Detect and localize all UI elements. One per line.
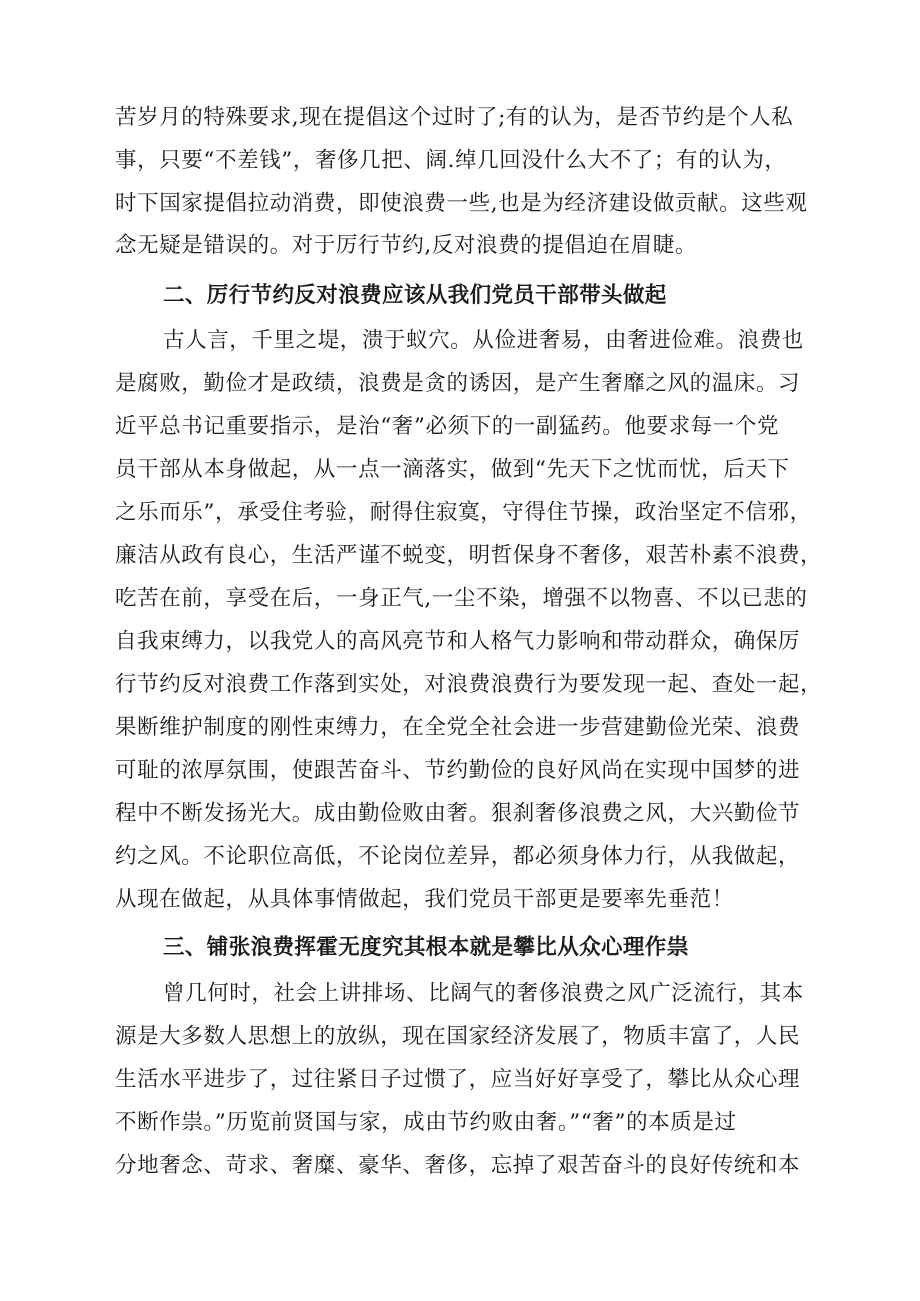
paragraph-line: 廉洁从政有良心，生活严谨不蜕变，明哲保身不奢侈，艰苦朴素不浪费，	[115, 543, 823, 568]
paragraph-line: 可耻的浓厚氛围，使跟苦奋斗、节约勤俭的良好风尚在实现中国梦的进	[115, 758, 801, 783]
paragraph-line: 行节约反对浪费工作落到实处，对浪费浪费行为要发现一起、查处一起，	[115, 672, 823, 697]
paragraph-line: 不断作祟。”历览前贤国与家，成由节约败由奢。”“奢”的本质是过	[115, 1110, 737, 1135]
paragraph-line: 是腐败，勤俭才是政绩，浪费是贪的诱因，是产生奢靡之风的温床。习	[115, 371, 801, 396]
paragraph-line: 自我束缚力，以我党人的高风亮节和人格气力影响和带动群众，确保厉	[115, 629, 801, 654]
paragraph-line: 吃苦在前，享受在后，一身正气,一尘不染，增强不以物喜、不以已悲的	[115, 586, 808, 611]
paragraph-line: 之乐而乐”，承受住考验，耐得住寂寞，守得住节操，政治坚定不信邪，	[115, 500, 812, 525]
paragraph-line: 古人言，千里之堤，溃于蚁穴。从俭进奢易，由奢进俭难。浪费也	[163, 328, 804, 353]
paragraph-line: 员干部从本身做起，从一点一滴落实，做到“先天下之忧而忧，后天下	[115, 457, 790, 482]
paragraph-line: 程中不断发扬光大。成由勤俭败由奢。狠刹奢侈浪费之风，大兴勤俭节	[115, 801, 801, 826]
paragraph-line: 念无疑是错误的。对于厉行节约,反对浪费的提倡迫在眉睫。	[115, 233, 698, 258]
paragraph-line: 果断维护制度的刚性束缚力，在全党全社会进一步营建勤俭光荣、浪费	[115, 715, 801, 740]
paragraph-line: 约之风。不论职位高低，不论岗位差异，都必须身体力行，从我做起，	[115, 844, 801, 869]
paragraph-line: 生活水平进步了，过往紧日子过惯了，应当好好享受了，攀比从众心理	[115, 1067, 801, 1092]
paragraph-line: 从现在做起，从具体事情做起，我们党员干部更是要率先垂范！	[115, 887, 734, 912]
section-heading: 二、厉行节约反对浪费应该从我们党员干部带头做起	[163, 283, 667, 308]
paragraph-line: 源是大多数人思想上的放纵，现在国家经济发展了，物质丰富了，人民	[115, 1024, 801, 1049]
paragraph-line: 曾几何时，社会上讲排场、比阔气的奢侈浪费之风广泛流行，其本	[163, 981, 804, 1006]
paragraph-line: 近平总书记重要指示，是治“奢”必须下的一副猛药。他要求每一个党	[115, 414, 780, 439]
section-heading: 三、铺张浪费挥霍无度究其根本就是攀比从众心理作祟	[163, 935, 689, 960]
paragraph-line: 分地奢念、苛求、奢糜、豪华、奢侈，忘掉了艰苦奋斗的良好传统和本	[115, 1153, 801, 1178]
paragraph-line: 时下国家提倡拉动消费，即使浪费一些,也是为经济建设做贡献。这些观	[115, 191, 808, 216]
paragraph-line: 事，只要“不差钱”，奢侈几把、阔.绰几回没什么大不了；有的认为，	[115, 148, 787, 173]
paragraph-line: 苦岁月的特殊要求,现在提倡这个过时了;有的认为，是否节约是个人私	[115, 105, 794, 130]
